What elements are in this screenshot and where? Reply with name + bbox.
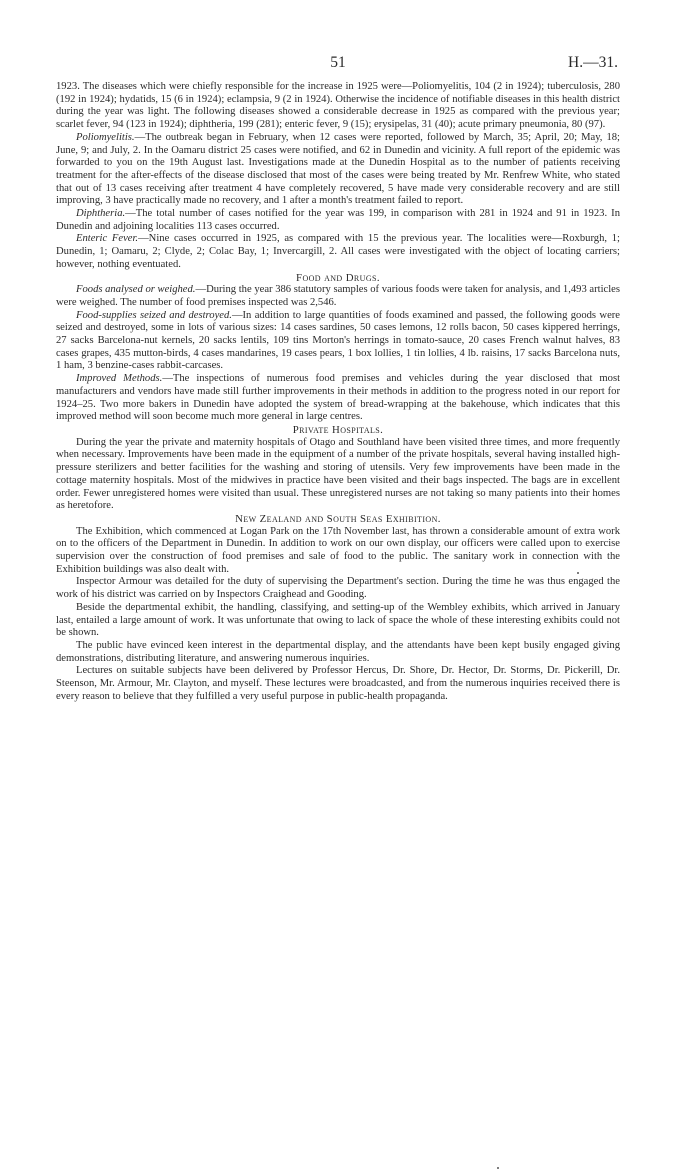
food-seized-text: —In addition to large quantities of foods examined and passed, the following goods were seized and destroyed, some in lots of various sizes: 14 cases sardines, 50 cases lemons, 12 rolls bacon, 50 cases kippered herrings, 27 sacks Barcelona-nut kernels, 20 sacks lentils, 109 tins Morton's herrings in tomato-sauce, 20 cases French walnut halves, 83 cases grapes, 435 mutton-birds, 4 cases mandarines, 19 cases pears, 1 box lollies, 1 tin lollies, 4 lb. raisins, 17 sacks Barcelona nuts, 1 ham, 3 benzine-cases rabbit-carcases. (56, 309, 620, 372)
food-seized-title: Food-supplies seized and destroyed. (76, 309, 232, 321)
exhibition-paragraph-4: The public have evinced keen interest in the departmental display, and the attendants have been kept busily engaged giving demonstrations, distributing literature, and answering numerous inquiries. (56, 639, 620, 664)
exhibition-paragraph-3: Beside the departmental exhibit, the handling, classifying, and setting-up of the Wembley exhibits, which arrived in January last, entailed a large amount of work. It was unfortunate that owing to lack of space the whole of these interesting exhibits could not be shown. (56, 601, 620, 639)
document-body (56, 81, 620, 703)
page-number: 51 (330, 54, 346, 71)
report-reference: H.—31. (568, 54, 618, 71)
poliomyelitis-title: Poliomyelitis. (76, 131, 135, 143)
foods-analysed-text: —During the year 386 statutory samples of various foods were taken for analysis, and 1,493 articles were weighed. The number of food premises inspected was 2,546. (56, 284, 620, 308)
intro-paragraph: 1923. The diseases which were chiefly responsible for the increase in 1925 were—Poliomyelitis, 104 (2 in 1924); tuberculosis, 280 (192 in 1924); hydatids, 15 (6 in 1924); eclampsia, 9 (2 in 1924). Otherwise the incidence of notifiable diseases in this health district during the year was light. The following diseases showed a considerable decrease in 1925 as compared with the previous year; scarlet fever, 94 (123 in 1924); diphtheria, 199 (281); enteric fever, 9 (15); erysipelas, 31 (40); acute primary pneumonia, 80 (97). (56, 81, 620, 131)
exhibition-paragraph-2: Inspector Armour was detailed for the duty of supervising the Department's section. During the time he was thus engaged the work of his district was carried on by Inspectors Craighead and Gooding. (56, 576, 620, 601)
poliomyelitis-text: —The outbreak began in February, when 12 cases were reported, followed by March, 35; April, 20; May, 18; June, 9; and July, 2. In the Oamaru district 25 cases were notified, and 62 in Dunedin and vicinity. A full report of the epidemic was forwarded to you on the 19th August last. Investigations made at the Dunedin Hospital as to the number of patients receiving treatment for the after-effects of the disease disclosed that most of the cases were being treated by Mr. Renfrew White, who stated that out of 13 cases receiving after treatment 4 have completely recovered, 5 have made very considerable recovery and are still improving, 3 have practically made no recovery, and 1 after a month's treatment failed to report. (56, 131, 620, 207)
enteric-text: —Nine cases occurred in 1925, as compared with 15 the previous year. The localities were—Roxburgh, 1; Dunedin, 1; Oamaru, 2; Clyde, 2; Colac Bay, 1; Invercargill, 2. All cases were investigated with the object of locating carriers; however, nothing eventuated. (56, 233, 620, 270)
food-drugs-heading: Food and Drugs. (296, 271, 380, 284)
improved-methods-paragraph (56, 373, 620, 424)
diphtheria-title: Diphtheria. (76, 208, 126, 220)
diphtheria-text: —The total number of cases notified for the year was 199, in comparison with 281 in 1924 and 91 in 1923. In Dunedin and adjoining localities 113 cases occurred. (56, 208, 620, 232)
improved-methods-title: Improved Methods. (76, 373, 163, 385)
food-seized-paragraph (56, 310, 620, 374)
exhibition-paragraph-5: Lectures on suitable subjects have been delivered by Professor Hercus, Dr. Shore, Dr. Hector, Dr. Storms, Dr. Pickerill, Dr. Steenson, Mr. Armour, Mr. Clayton, and myself. These lectures were broadcasted, and from the numerous inquiries received there is every reason to believe that they fulfilled a very useful purpose in public-health propaganda. (56, 665, 620, 702)
print-speck (577, 572, 579, 574)
print-speck (497, 1167, 499, 1169)
private-hospitals-heading: Private Hospitals. (292, 423, 384, 436)
improved-methods-text: —The inspections of numerous food premises and vehicles during the year disclosed that most manufacturers and vendors have made still further improvements in their methods in addition to the progress noted in our report for 1924–25. Two more bakers in Dunedin have adopted the system of bread-wrapping at the bakehouse, which indicates that this improved method will soon become much more general in large centres. (56, 373, 621, 423)
page-header (0, 54, 700, 76)
exhibition-heading: New Zealand and South Seas Exhibition. (235, 512, 441, 525)
enteric-paragraph (56, 233, 620, 271)
exhibition-paragraph-1: The Exhibition, which commenced at Logan Park on the 17th November last, has thrown a considerable amount of extra work on to the officers of the Department in Dunedin. In addition to work on our own display, our officers were called upon to exercise supervision over the construction of food premises and sale of food to the public. The sanitary work in connection with the Exhibition buildings was also dealt with. (56, 525, 620, 575)
private-hospitals-paragraph: During the year the private and maternity hospitals of Otago and Southland have been visited three times, and more frequently when necessary. Improvements have been made in the equipment of a number of the private hospitals, several having installed high-pressure sterilizers and better facilities for the washing and storing of utensils. Very few improvements have been made in the cottage maternity hospitals. Most of the midwives in practice have been visited and their bags inspected. The bags are in excellent order. Fewer unregistered homes were visited than usual. These unregistered nurses are not taking so many patients into their homes as heretofore. (56, 436, 620, 512)
enteric-title: Enteric Fever. (76, 233, 139, 245)
diphtheria-paragraph (56, 208, 620, 233)
foods-analysed-paragraph (56, 284, 620, 309)
foods-analysed-title: Foods analysed or weighed. (76, 284, 196, 296)
poliomyelitis-paragraph (56, 132, 620, 208)
